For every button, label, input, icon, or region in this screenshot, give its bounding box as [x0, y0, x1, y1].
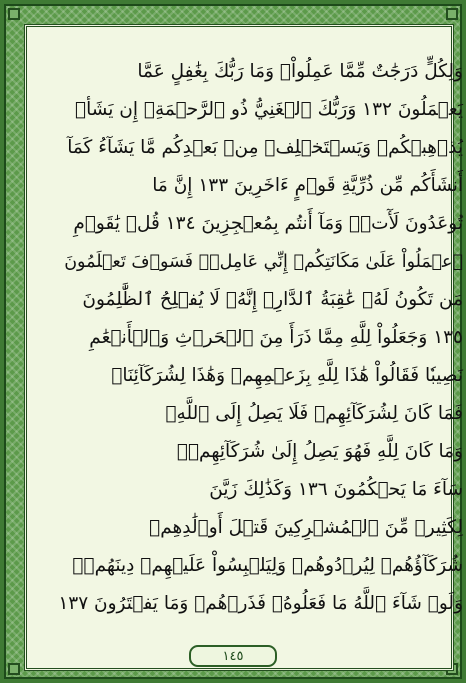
text-panel — [24, 24, 463, 671]
text-line-14: شُرَكَآؤُهُمۡ لِيُرۡدُوهُمۡ وَلِيَلۡبِسُواْ عَلَيۡهِمۡ دِينَهُمۡۖ — [72, 555, 463, 576]
corner-ornament-top-right — [446, 8, 458, 20]
text-line-2: يَعۡمَلُونَ ١٣٢ وَرَبُّكَ ٱلۡغَنِيُّ ذُو ٱلرَّحۡمَةِۚ إِن يَشَأۡ — [75, 99, 463, 120]
page-number: ١٤٥ — [189, 645, 277, 667]
corner-ornament-top-left — [8, 8, 20, 20]
page-footer — [6, 645, 460, 667]
text-line-4: أَنشَأَكُم مِّن ذُرِّيَّةِ قَوۡمٍ ءَاخَرِينَ ١٣٣ إِنَّ مَا — [152, 175, 463, 196]
quran-text — [57, 55, 463, 670]
text-line-1: وَلِكُلٍّ دَرَجَٰتٌ مِّمَّا عَمِلُواْۚ وَمَا رَبُّكَ بِغَٰفِلٍ عَمَّا — [137, 61, 463, 82]
text-line-13: لِكَثِيرٖ مِّنَ ٱلۡمُشۡرِكِينَ قَتۡلَ أَوۡلَٰدِهِمۡ — [149, 517, 463, 538]
text-line-6: ٱعۡمَلُواْ عَلَىٰ مَكَانَتِكُمۡ إِنِّي عَامِلٞۖ فَسَوۡفَ تَعۡلَمُونَ — [64, 252, 463, 272]
text-line-12: سَآءَ مَا يَحۡكُمُونَ ١٣٦ وَكَذَٰلِكَ زَيَّنَ — [209, 479, 463, 500]
decorative-border — [4, 4, 462, 679]
text-line-8: ١٣٥ وَجَعَلُواْ لِلَّهِ مِمَّا ذَرَأَ مِنَ ٱلۡحَرۡثِ وَٱلۡأَنۡعَٰمِ — [89, 327, 463, 348]
text-line-15: وَلَوۡ شَآءَ ٱللَّهُ مَا فَعَلُوهُۖ فَذَرۡهُمۡ وَمَا يَفۡتَرُونَ ١٣٧ — [58, 593, 463, 614]
text-line-11: وَمَا كَانَ لِلَّهِ فَهُوَ يَصِلُ إِلَىٰ شُرَكَآئِهِمۡۗ — [176, 441, 463, 462]
text-line-7: مَن تَكُونُ لَهُۥ عَٰقِبَةُ ٱلدَّارِۚ إِنَّهُۥ لَا يُفۡلِحُ ٱلظَّٰلِمُونَ — [82, 289, 463, 310]
text-line-9: نَصِيبٗا فَقَالُواْ هَٰذَا لِلَّهِ بِزَعۡمِهِمۡ وَهَٰذَا لِشُرَكَآئِنَاۖ — [111, 365, 463, 386]
text-line-3: يُذۡهِبۡكُمۡ وَيَسۡتَخۡلِفۡ مِنۢ بَعۡدِكُم مَّا يَشَآءُ كَمَآ — [67, 137, 463, 158]
text-line-10: فَمَا كَانَ لِشُرَكَآئِهِمۡ فَلَا يَصِلُ إِلَى ٱللَّهِۖ — [165, 403, 463, 424]
text-line-5: تُوعَدُونَ لَأٓتٖۖ وَمَآ أَنتُم بِمُعۡجِزِينَ ١٣٤ قُلۡ يَٰقَوۡمِ — [73, 213, 463, 234]
